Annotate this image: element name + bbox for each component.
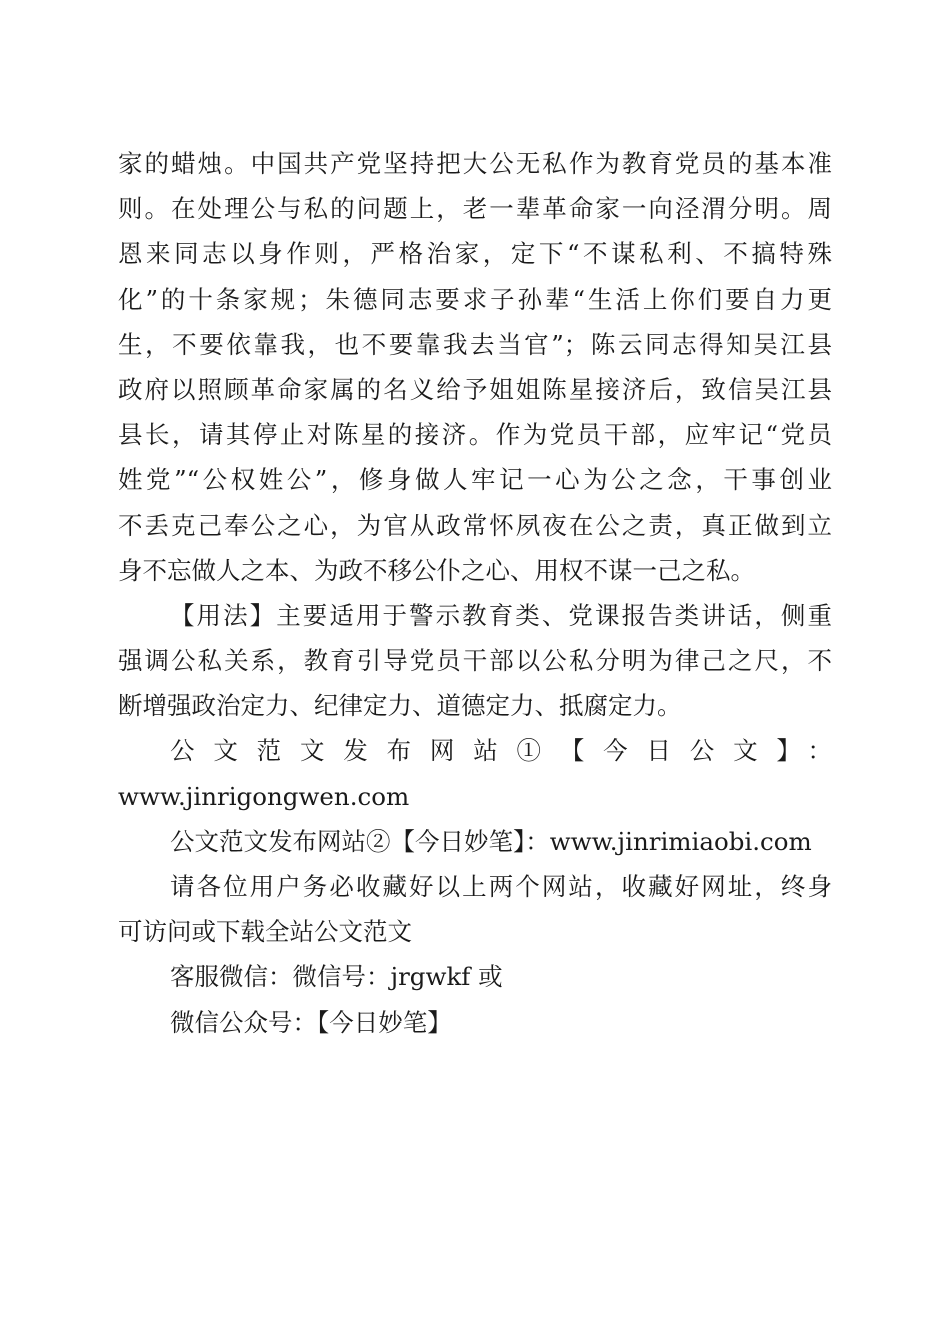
text-line: 断增强政治定力、纪律定力、道德定力、抵腐定力。: [118, 691, 682, 721]
text-line: 身不忘做人之本、为政不移公仆之心、用权不谋一己之私。: [118, 555, 755, 585]
text-line: 不丢克己奉公之心，为官从政常怀夙夜在公之责，真正做到立: [118, 510, 832, 540]
text-line: 政府以照顾革命家属的名义给予姐姐陈星接济后，致信吴江县: [118, 374, 832, 404]
paragraph-usage: [118, 593, 832, 729]
text-line: 【用法】主要适用于警示教育类、党课报告类讲话，侧重: [170, 600, 832, 630]
text-line: 可访问或下载全站公文范文: [118, 917, 412, 947]
text-line: 县长，请其停止对陈星的接济。作为党员干部，应牢记“党员: [118, 420, 832, 450]
site-1-block: [118, 728, 832, 818]
text-line: 生，不要依靠我，也不要靠我去当官”；陈云同志得知吴江县: [118, 329, 832, 359]
site-1-label: 公文范文发布网站①【今日公文】：: [170, 736, 832, 766]
wechat-public-line: 微信公众号：【今日妙笔】: [170, 1007, 452, 1037]
document-body: [118, 141, 832, 1045]
text-line: 化”的十条家规；朱德同志要求子孙辈“生活上你们要自力更: [118, 284, 832, 314]
notice-block: [118, 864, 832, 954]
text-line: 恩来同志以身作则，严格治家，定下“不谋私利、不搞特殊: [118, 239, 832, 269]
text-line: 姓党”“公权姓公”，修身做人牢记一心为公之念，干事创业: [118, 465, 832, 495]
wechat-service-line: 客服微信：微信号：jrgwkf 或: [170, 962, 503, 992]
text-line: 请各位用户务必收藏好以上两个网站，收藏好网址，终身: [170, 872, 832, 901]
text-line: 则。在处理公与私的问题上，老一辈革命家一向泾渭分明。周: [118, 194, 832, 224]
site-1-url[interactable]: www.jinrigongwen.com: [118, 781, 410, 811]
paragraph-gongsi-fenming: [118, 141, 832, 593]
text-line: 家的蜡烛。中国共产党坚持把大公无私作为教育党员的基本准: [118, 149, 832, 178]
site-2-line[interactable]: 公文范文发布网站②【今日妙笔】：www.jinrimiaobi.com: [170, 826, 812, 856]
text-line: 强调公私关系，教育引导党员干部以公私分明为律己之尺，不: [118, 646, 832, 676]
